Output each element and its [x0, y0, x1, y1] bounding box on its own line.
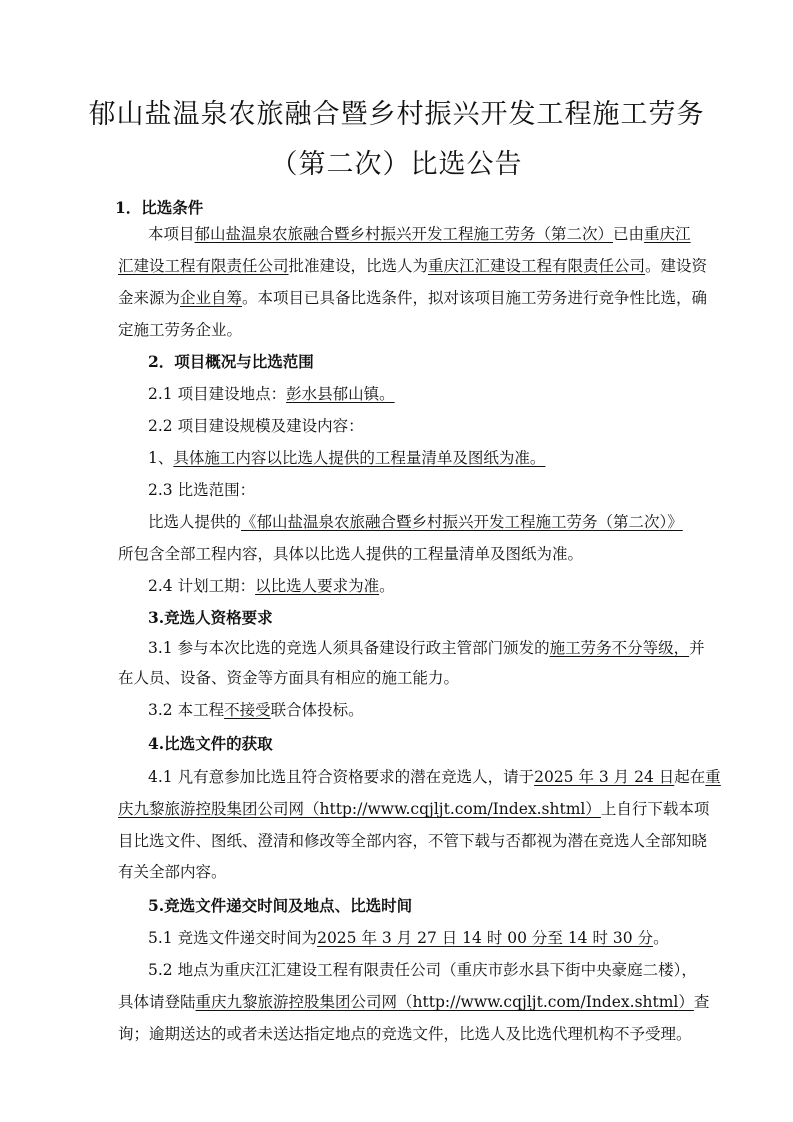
text: 2.4 计划工期：	[148, 577, 256, 595]
company-underline: 汇建设工程有限责任公司	[118, 257, 289, 275]
text: 并	[689, 639, 705, 657]
website-link[interactable]: 庆九黎旅游控股集团公司网（http://www.cqjljt.com/Index.shtml）	[118, 800, 601, 818]
paragraph-1-line-2	[118, 256, 708, 276]
item-5-2-line-1: 5.2 地点为重庆江汇建设工程有限责任公司（重庆市彭水县下街中央豪庭二楼），	[148, 961, 697, 979]
text: 4.1 凡有意参加比选且符合资格要求的潜在竞选人，请于	[148, 768, 535, 786]
text: 3.2 本工程	[148, 701, 225, 719]
text: 金来源为	[118, 289, 181, 307]
text: 1、	[148, 449, 174, 467]
item-3-2	[148, 700, 364, 720]
project-name-underline: 《郁山盐温泉农旅融合暨乡村振兴开发工程施工劳务（第二次）》	[241, 513, 683, 531]
website-underline: 重	[705, 768, 721, 786]
item-2-2-1	[148, 448, 545, 468]
text: 。本项目已具备比选条件，拟对该项目施工劳务进行竞争性比选，确	[242, 289, 708, 307]
text: 5.1 竞选文件递交时间为	[148, 929, 318, 947]
company-underline: 重庆江汇建设工程有限责任公司	[428, 257, 646, 275]
text: 查	[693, 993, 710, 1011]
location-underline: 彭水县郁山镇。	[286, 385, 395, 403]
company-underline: 重庆江	[644, 225, 691, 243]
section-2-heading: 2．项目概况与比选范围	[148, 352, 314, 371]
item-4-1-line-4: 有关全部内容。	[118, 863, 227, 881]
item-4-1-line-3: 目比选文件、图纸、澄清和修改等全部内容，不管下载与否都视为潜在竞选人全部知晓	[118, 832, 708, 850]
paragraph-1-line-1	[148, 224, 691, 244]
submission-time-underline: 2025 年 3 月 27 日 14 时 00 分至 14 时 30 分	[317, 929, 654, 947]
section-4-heading: 4.比选文件的获取	[148, 734, 273, 753]
website-link[interactable]: 重庆九黎旅游控股集团公司网（http://www.cqjljt.com/Index.shtml）	[195, 993, 694, 1011]
item-5-1	[148, 928, 669, 948]
item-4-1-line-1	[148, 767, 721, 787]
item-2-2: 2.2 项目建设规模及建设内容：	[148, 417, 364, 435]
text: 联合体投标。	[270, 701, 364, 719]
item-3-1-line-2: 在人员、设备、资金等方面具有相应的施工能力。	[118, 669, 460, 687]
text: 比选人提供的	[148, 513, 242, 531]
item-4-1-line-2	[118, 799, 710, 819]
item-2-3: 2.3 比选范围：	[148, 481, 256, 499]
text: 上自行下载本项	[600, 800, 710, 818]
text: 具体请登陆	[118, 993, 196, 1011]
item-2-3-line-1	[148, 512, 683, 532]
item-3-1-line-1	[148, 638, 705, 658]
item-5-2-line-3: 询；逾期送达的或者未送达指定地点的竞选文件，比选人及比选代理机构不予受理。	[118, 1025, 692, 1043]
project-name-underline: 郁山盐温泉农旅融合暨乡村振兴开发工程施工劳务（第二次）	[194, 225, 614, 243]
item-2-1	[148, 384, 395, 404]
text: 批准建设，比选人为	[288, 257, 429, 275]
text: 本项目	[148, 225, 195, 243]
item-2-4	[148, 576, 395, 596]
date-underline: 2025 年 3 月 24 日	[534, 768, 675, 786]
content-underline: 具体施工内容以比选人提供的工程量清单及图纸为准。	[173, 449, 546, 467]
text: 。建设资	[645, 257, 708, 275]
duration-underline: 以比选人要求为准	[255, 577, 380, 595]
document-title-line-2: （第二次）比选公告	[270, 149, 523, 180]
section-5-heading: 5.竞选文件递交时间及地点、比选时间	[148, 896, 413, 915]
text: 已由	[613, 225, 645, 243]
document-title-line-1: 郁山盐温泉农旅融合暨乡村振兴开发工程施工劳务	[88, 99, 705, 130]
text: 2.1 项目建设地点：	[148, 385, 287, 403]
item-2-3-line-2: 所包含全部工程内容，具体以比选人提供的工程量清单及图纸为准。	[118, 545, 584, 563]
item-5-2-line-2	[118, 992, 710, 1012]
consortium-underline: 不接受	[224, 701, 271, 719]
text: 。	[653, 929, 669, 947]
section-1-heading: 1．比选条件	[115, 198, 204, 217]
text: 3.1 参与本次比选的竞选人须具备建设行政主管部门颁发的	[148, 639, 550, 657]
paragraph-1-line-3	[118, 288, 708, 308]
qualification-underline: 施工劳务不分等级，	[549, 639, 690, 657]
paragraph-1-line-4: 定施工劳务企业。	[118, 321, 243, 339]
text: 起在	[674, 768, 706, 786]
fund-source-underline: 企业自筹	[180, 289, 243, 307]
text: 。	[379, 577, 395, 595]
section-3-heading: 3.竞选人资格要求	[148, 608, 273, 627]
